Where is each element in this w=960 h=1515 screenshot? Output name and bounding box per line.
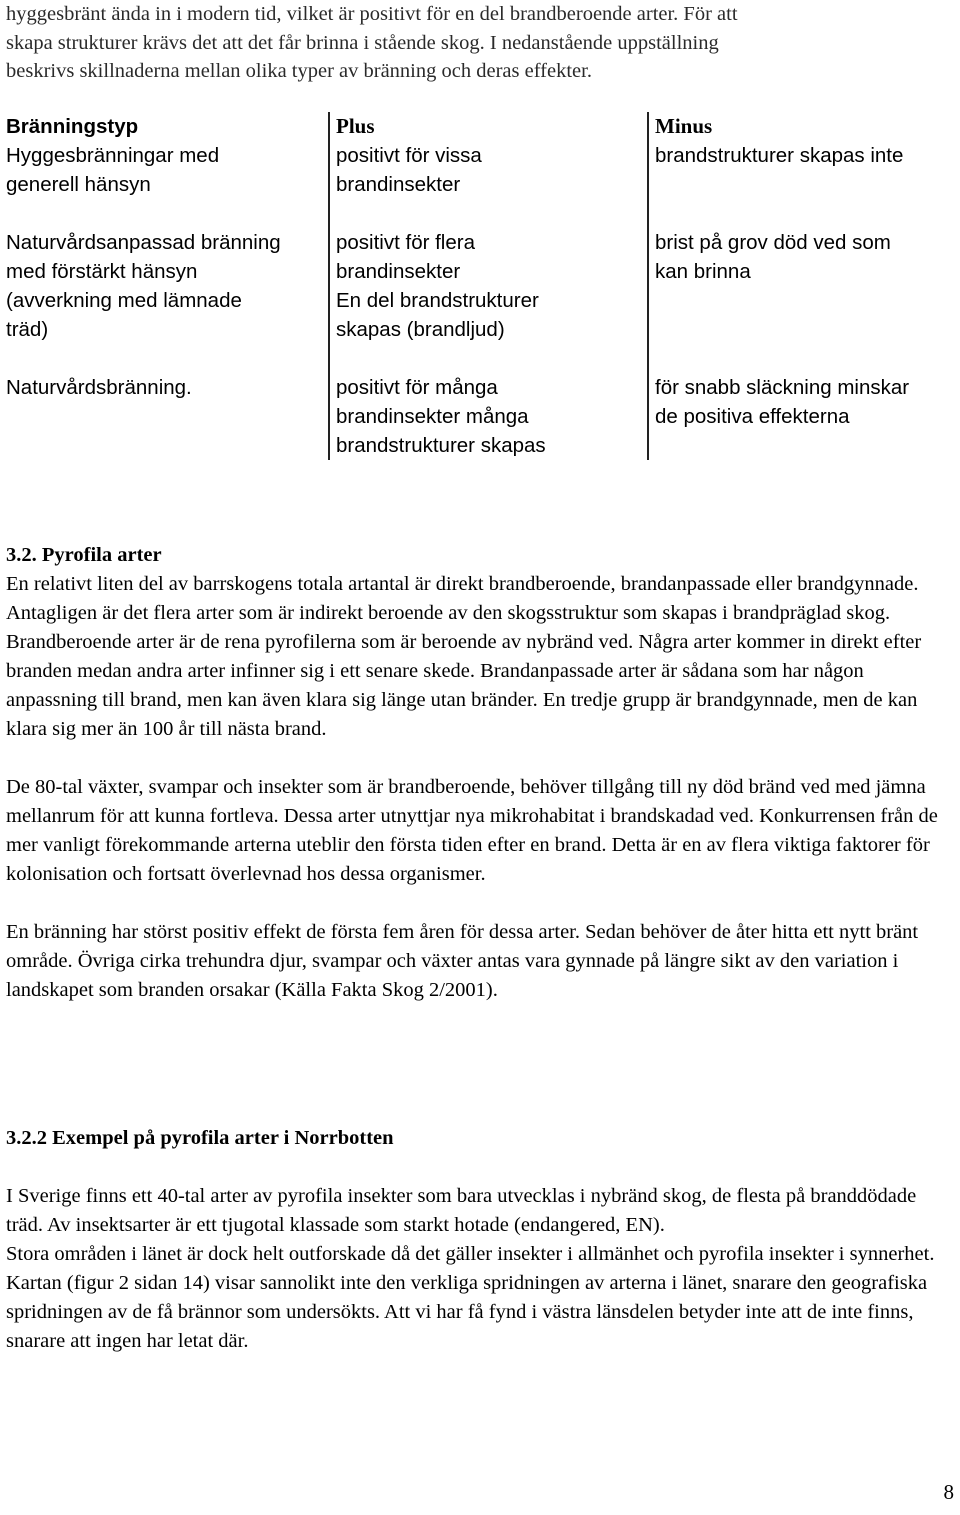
header-plus: Plus [336,114,375,138]
paragraph: De 80-tal växter, svampar och insekter som är brandberoende, behöver tillgång till ny död bränd ved med jämna mellanrum för att kunna fortleva. Dessa arter utnyttjar nya mikrohabitat i brandskadad ved. Konkurrensen från de mer vanligt förekommande arterna uteblir den första tiden efter en brand. Detta är en av flera viktiga faktorer för kolonisation och fortsatt överlevnad hos dessa organismer. [6,776,938,885]
section-3-2-2 [6,1124,954,1356]
cell-plus-row-1: positivt för vissa brandinsekter [336,144,482,196]
column-minus [647,112,955,460]
section-3-2 [6,541,954,1005]
cell-type-row-3: Naturvårdsbränning. [6,376,192,399]
cell-minus-row-1: brandstrukturer skapas inte [655,144,904,167]
header-minus: Minus [655,114,713,138]
cell-plus-row-3: positivt för många brandinsekter många brandstrukturer skapas [336,376,546,457]
header-burning-type: Bränningstyp [6,115,139,138]
paragraph: En bränning har störst positiv effekt de första fem åren för dessa arter. Sedan behöver de åter hitta ett nytt bränt område. Övriga cirka trehundra djur, svampar och växter antas vara gynnade på längre sikt av den variation i landskapet som branden orsakar (Källa Fakta Skog 2/2001). [6,921,919,1001]
cell-plus-row-2: positivt för flera brandinsekter En del brandstrukturer skapas (brandljud) [336,231,539,341]
cell-type-row-2: Naturvårdsanpassad bränning med förstärkt hänsyn (avverkning med lämnade träd) [6,231,281,341]
paragraph: I Sverige finns ett 40-tal arter av pyrofila insekter som bara utvecklas i nybränd skog, de flesta på branddödade träd. Av insektsarter är ett tjugotal klassade som starkt hotade (endangered, EN). [6,1185,917,1236]
cell-minus-row-3: för snabb släckning minskar de positiva effekterna [655,376,910,428]
section-heading: 3.2.2 Exempel på pyrofila arter i Norrbotten [6,1127,394,1149]
paragraph: En relativt liten del av barrskogens totala artantal är direkt brandberoende, brandanpassade eller brandgynnade. Antagligen är det flera arter som är indirekt beroende av den skogsstruktur som skapas i brandpräglad skog. Brandberoende arter är de rena pyrofilerna som är beroende av nybränd ved. Några arter kommer in direkt efter branden medan andra arter infinner sig i ett senare skede. Brandanpassade arter är sådana som har någon anpassning till brand, men kan även klara sig länge utan bränder. En tredje grupp är brandgynnade, men de kan klara sig mer än 100 år till nästa brand. [6,573,922,740]
cell-type-row-1: Hyggesbränningar med generell hänsyn [6,144,220,196]
page-number: 8 [943,1480,954,1504]
intro-paragraph: hyggesbränt ända in i modern tid, vilket är positivt för en del brandberoende arter. För att skapa strukturer krävs det att det får brinna i stående skog. I nedanstående uppställning beskrivs skillnaderna mellan olika typer av bränning och deras effekter. [6,3,738,82]
paragraph: Stora områden i länet är dock helt outforskade då det gäller insekter i allmänhet och pyrofila insekter i synnerhet. Kartan (figur 2 sidan 14) visar sannolikt inte den verkliga spridningen av arterna i länet, snarare den geografiska spridningen av de få brännor som undersökts. Att vi har få fynd i västra länsdelen betyder inte att de inte finns, snarare att ingen har letat där. [6,1243,935,1352]
column-plus [328,112,636,460]
column-burning-type [6,112,316,402]
cell-minus-row-2: brist på grov död ved som kan brinna [655,231,891,283]
section-heading: 3.2. Pyrofila arter [6,544,162,566]
